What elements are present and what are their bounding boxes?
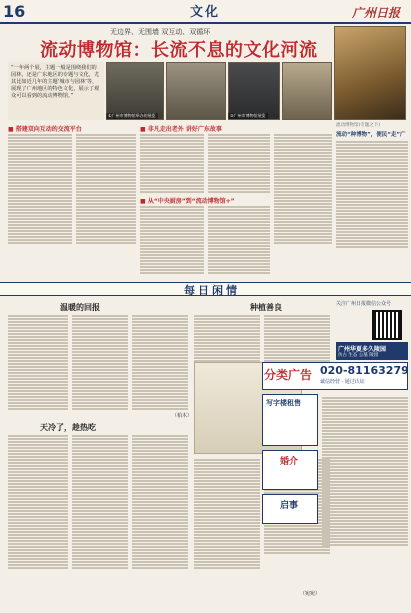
essay2-text-b (72, 434, 128, 570)
feature-kicker: 无边界、无围墙 双互动、双循环 (110, 28, 211, 36)
side-kicker: 流动博物馆(专题之下) (336, 123, 381, 128)
body-text-col2 (76, 133, 136, 245)
wechat-promo: 关注广州日报微信公众号 (336, 301, 392, 307)
side-title: 流动“种博物”，便民“走”广 (336, 132, 406, 138)
author-2: （宛宛） (300, 591, 321, 597)
ad-notice-title: 启事 (280, 501, 299, 511)
side-body-text (336, 140, 408, 249)
daily-band-title: 每日闲情 (184, 284, 240, 297)
essay2-text-c (132, 434, 188, 570)
photo-caption-3: ③广州市博物馆展览 (230, 113, 266, 118)
section-heading-1: ■ 搭建双向互动的交流平台 (8, 126, 82, 133)
body-text-col7 (208, 205, 270, 275)
body-text-col5 (274, 133, 332, 245)
essay1-text-b (72, 314, 128, 411)
classified-title: 分类广告 (264, 368, 313, 382)
body-text-col4 (208, 133, 270, 194)
exhibition-photo-1 (106, 62, 164, 120)
essay-title-1: 温暖的回报 (60, 302, 100, 312)
exhibition-photo-3 (228, 62, 280, 120)
feature-title: 流动博物馆：长流不息的文化河流 (40, 40, 318, 61)
exhibition-photo-2 (166, 62, 226, 120)
newspaper-logo: 广州日报 (352, 6, 401, 20)
classified-listings (322, 396, 408, 547)
ad-office-title: 写字楼租售 (266, 399, 301, 407)
classified-note: 诚信经营 · 通过认证 (320, 379, 365, 385)
cemetery-sub: 仿古 生态 公墓 陵园 (338, 353, 379, 358)
essay3-text-c (194, 458, 260, 570)
feature-lede: “一年两个展，主题一般是围绕我们的园林，还是广东地区的专题与文化，尤其比如近几年的主题‘城市与园林’等，展现了广州地区的特色文化，展示了观众可以看到的流动博物馆。” (8, 62, 104, 120)
section-heading-2: ■ 非凡走出老外 讲好广东故事 (140, 126, 222, 133)
page-number: 16 (3, 2, 26, 21)
author-1: （柏木） (172, 413, 193, 419)
exhibition-photo-4 (282, 62, 332, 120)
classified-phone: 020-81163279 (320, 364, 409, 377)
essay-title-2: 天冷了，趁热吃 (40, 422, 96, 432)
essay1-text-c (132, 314, 188, 411)
essay3-text-a (194, 314, 260, 366)
artifact-photo (334, 26, 406, 120)
essay2-text-a (8, 434, 68, 570)
essay1-text-a (8, 314, 68, 411)
body-text-col6 (140, 205, 204, 275)
essay-title-3: 种植善良 (250, 302, 282, 312)
body-text-col1 (8, 133, 72, 245)
photo-caption-1: ①广州市博物馆举办的展览 (108, 113, 156, 118)
body-text-col3 (140, 133, 204, 194)
qr-code (372, 310, 402, 340)
ad-marriage-title: 婚介 (280, 457, 299, 467)
essay3-text-b (264, 314, 330, 366)
section-heading-3: ■ 从“中央厨房”到“流动博物馆+” (140, 198, 235, 205)
cemetery-banner: 广州华夏多久陵园 (336, 342, 408, 360)
section-title: 文化 (190, 5, 221, 20)
